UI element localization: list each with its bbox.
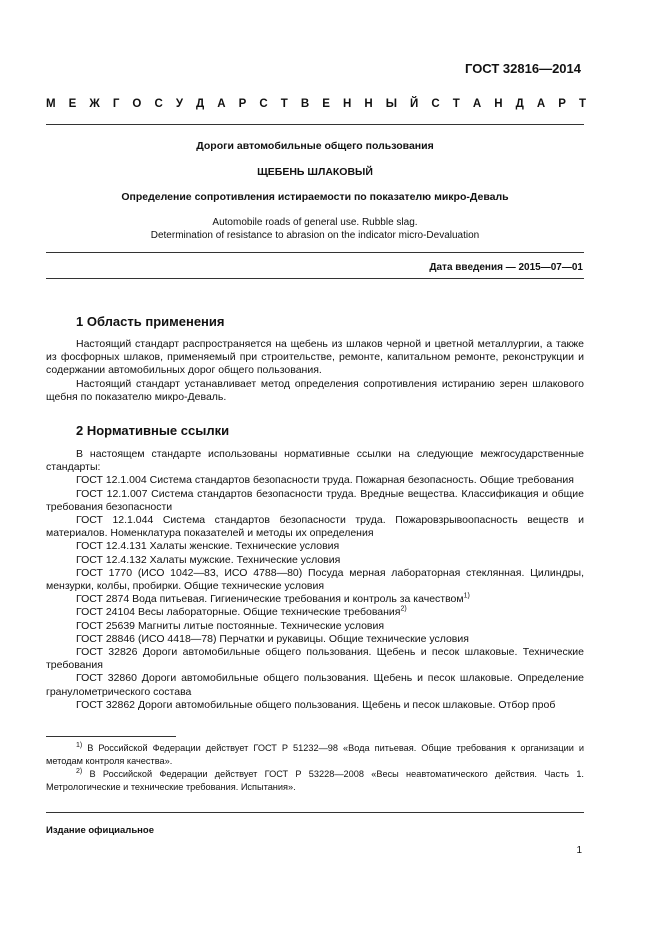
footnote-marker: 2): [400, 605, 407, 613]
section-2-heading: 2 Нормативные ссылки: [76, 423, 230, 438]
reference-item: ГОСТ 12.1.007 Система стандартов безопасности труда. Вредные вещества. Классификация и общие требования безопасности: [46, 487, 584, 513]
reference-item: ГОСТ 32826 Дороги автомобильные общего пользования. Щебень и песок шлаковые. Технические требования: [46, 646, 584, 672]
reference-item: ГОСТ 28846 (ИСО 4418—78) Перчатки и рукавицы. Общие технические условия: [76, 632, 469, 645]
reference-item: ГОСТ 12.4.131 Халаты женские. Технические условия: [76, 540, 340, 553]
reference-item: ГОСТ 12.4.132 Халаты мужские. Технические условия: [76, 553, 341, 566]
section-1-paragraph-2: Настоящий стандарт устанавливает метод определения сопротивления истиранию зерен шлакового щебня по показателю микро-Деваль.: [46, 377, 584, 403]
title-line-1: Дороги автомобильные общего пользования: [196, 140, 434, 152]
official-edition-label: Издание официальное: [46, 825, 154, 836]
title-line-2: ЩЕБЕНЬ ШЛАКОВЫЙ: [257, 166, 373, 178]
reference-item: ГОСТ 25639 Магниты литые постоянные. Технические условия: [76, 619, 385, 632]
footnote-2: [46, 768, 584, 794]
effective-date: Дата введения — 2015—07—01: [429, 262, 583, 273]
interstate-standard-banner: М Е Ж Г О С У Д А Р С Т В Е Н Н Ы Й С Т А Н Д А Р Т: [46, 98, 586, 110]
reference-item: ГОСТ 1770 (ИСО 1042—83, ИСО 4788—80) Посуда мерная лабораторная стеклянная. Цилиндры, мензурки, колбы, пробирки. Общие технические условия: [46, 566, 584, 593]
date-rule: [46, 278, 584, 279]
section-1-heading: 1 Область применения: [76, 314, 225, 329]
footnote-rule: [46, 736, 176, 737]
reference-text: ГОСТ 24104 Весы лабораторные. Общие технические требования: [76, 606, 401, 619]
reference-text: ГОСТ 2874 Вода питьевая. Гигиенические требования и контроль за качеством: [76, 593, 464, 606]
section-2-intro: В настоящем стандарте использованы нормативные ссылки на следующие межгосударственные стандарты:: [46, 448, 584, 474]
title-english-1: Automobile roads of general use. Rubble slag.: [212, 217, 418, 228]
footnote-text: В Российской Федерации действует ГОСТ Р 53228—2008 «Весы неавтоматического действия. Часть 1. Метрологические и технические требования. Испытания».: [46, 769, 584, 792]
header-rule: [46, 124, 584, 125]
reference-item: ГОСТ 12.1.004 Система стандартов безопасности труда. Пожарная безопасность. Общие требования: [76, 474, 574, 487]
title-line-3: Определение сопротивления истираемости по показателю микро-Деваль: [121, 191, 509, 203]
footnote-marker: 1): [463, 592, 470, 600]
footnote-text: В Российской Федерации действует ГОСТ Р 51232—98 «Вода питьевая. Общие требования к организации и методам контроля качества».: [46, 743, 584, 766]
reference-item: ГОСТ 32860 Дороги автомобильные общего пользования. Щебень и песок шлаковые. Определение гранулометрического состава: [46, 672, 584, 698]
reference-item-with-footnote: [46, 593, 584, 606]
title-english-2: Determination of resistance to abrasion on the indicator micro-Devaluation: [150, 230, 480, 241]
section-1-paragraph-1: Настоящий стандарт распространяется на щебень из шлаков черной и цветной металлургии, а также из фосфорных шлаков, применяемый при строительстве, ремонте, капитальном ремонте, реконструкции и содержании автомобильных дорог общего пользования.: [46, 338, 584, 377]
footnote-number: 1): [76, 741, 83, 749]
footnote-1: [46, 742, 584, 768]
footer-rule: [46, 812, 584, 813]
reference-item: ГОСТ 32862 Дороги автомобильные общего пользования. Щебень и песок шлаковые. Отбор проб: [76, 698, 556, 711]
title-rule: [46, 252, 584, 253]
page-number: 1: [576, 845, 582, 856]
footnote-number: 2): [76, 767, 83, 775]
reference-item: ГОСТ 12.1.044 Система стандартов безопасности труда. Пожаровзрывоопасность веществ и материалов. Номенклатура показателей и методы их определения: [46, 514, 584, 540]
standard-code: ГОСТ 32816—2014: [465, 61, 581, 76]
section-1-body: [46, 338, 584, 404]
section-2-body: [46, 448, 584, 712]
reference-item-with-footnote: [46, 606, 584, 619]
